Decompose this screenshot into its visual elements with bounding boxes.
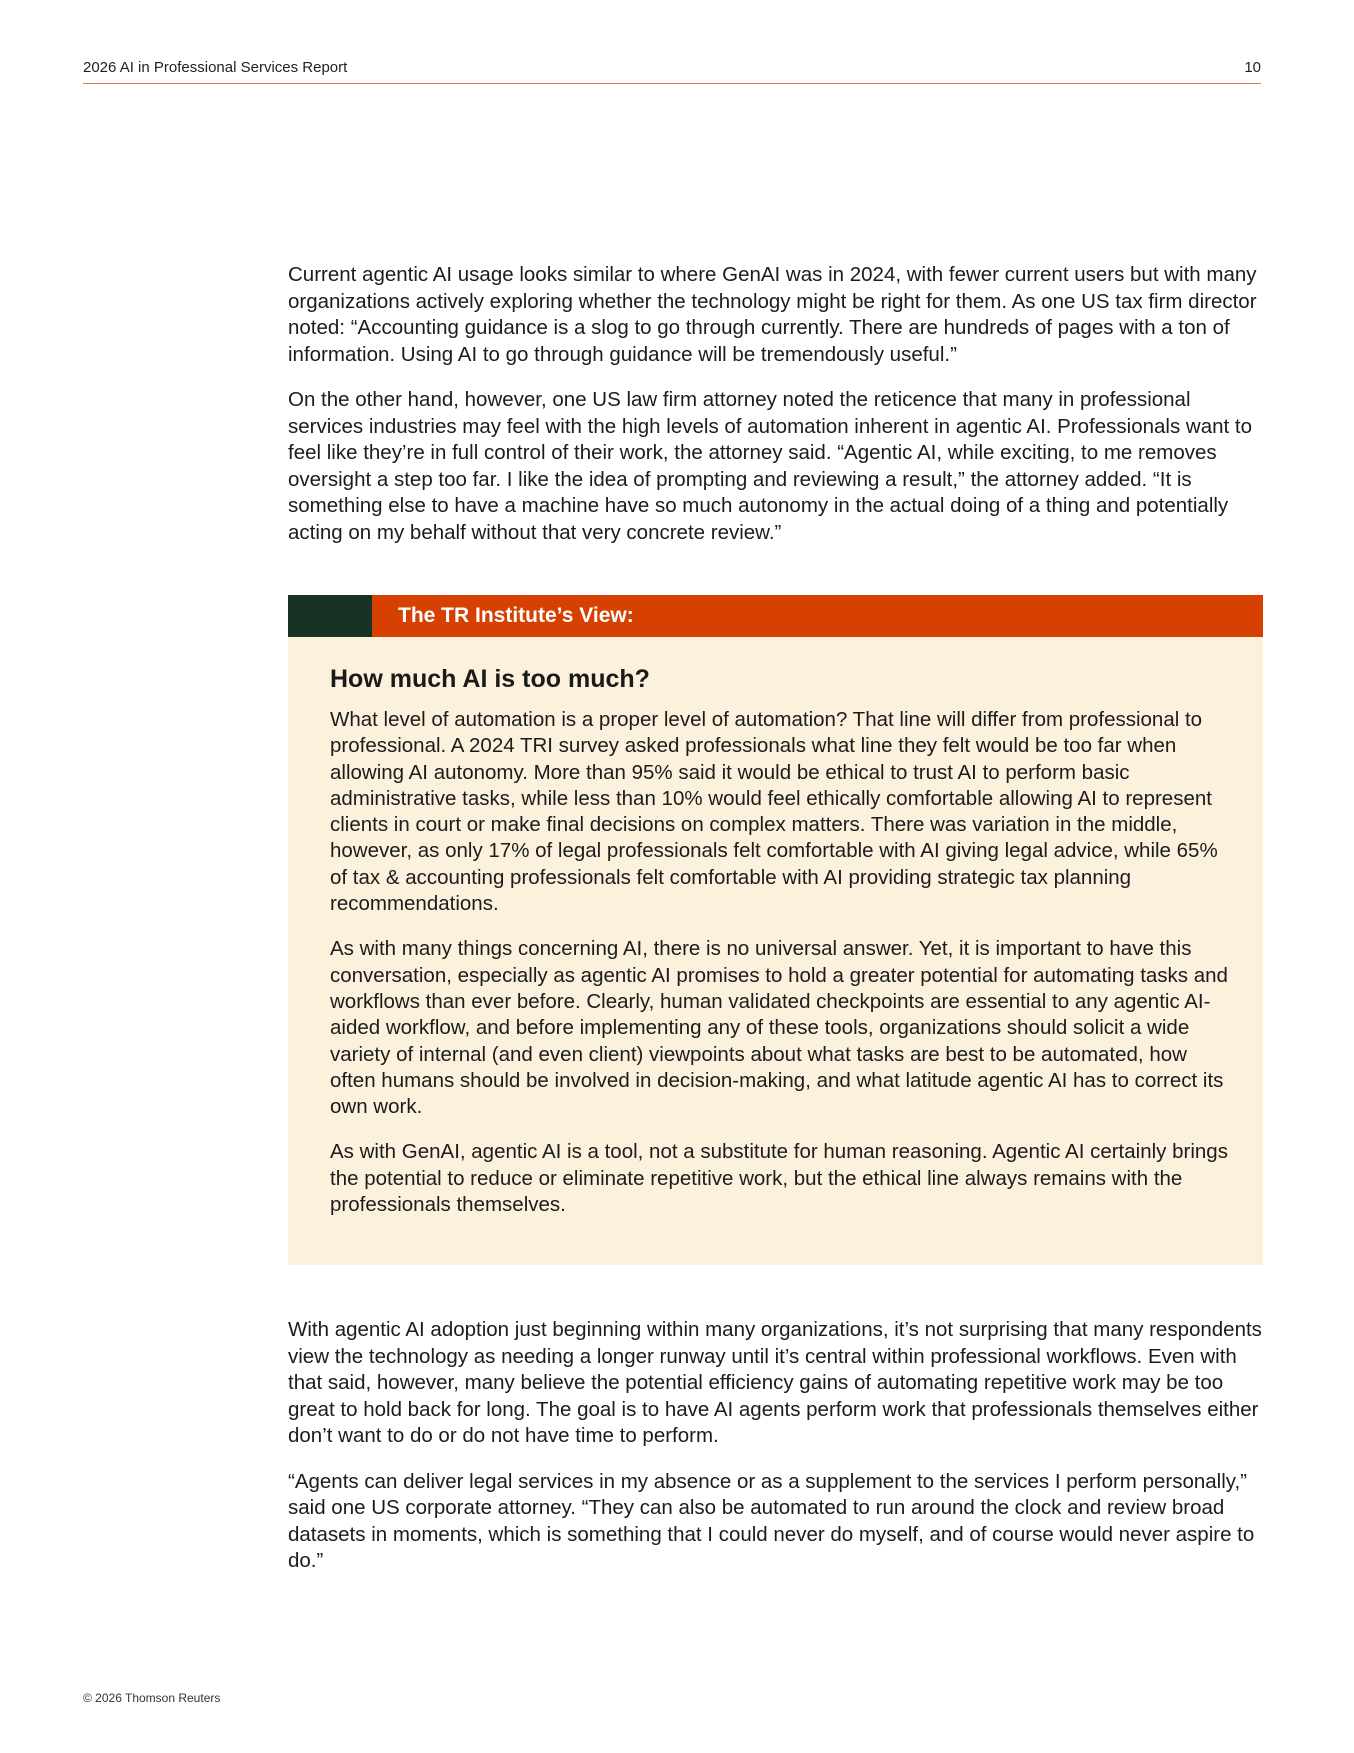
- outro-section: [288, 1317, 1263, 1575]
- callout-paragraph-1: What level of automation is a proper level of automation? That line will differ from professional to professional. A 2024 TRI survey asked professionals what line they felt would be too far when allowing AI autonomy. More than 95% said it would be ethical to trust AI to perform basic administrative tasks, while less than 10% would feel ethically comfortable allowing AI to represent clients in court or make final decisions on complex matters. There was variation in the middle, however, as only 17% of legal professionals felt comfortable with AI giving legal advice, while 65% of tax & accounting professionals felt comfortable with AI providing strategic tax planning recommendations.: [330, 708, 1218, 916]
- callout-accent-block: [288, 595, 372, 637]
- callout-paragraph-3: As with GenAI, agentic AI is a tool, not a substitute for human reasoning. Agentic AI certainly brings the potential to reduce or eliminate repetitive work, but the ethical line always remains with the professionals themselves.: [330, 1140, 1228, 1217]
- copyright-footer: © 2026 Thomson Reuters: [83, 1691, 221, 1705]
- callout-label: The TR Institute’s View:: [398, 604, 634, 627]
- callout-header-bar: [288, 595, 1263, 637]
- tr-institute-callout: [288, 595, 1263, 1265]
- callout-body: [330, 707, 1235, 1218]
- callout-heading: How much AI is too much?: [330, 665, 650, 693]
- intro-paragraph-2: On the other hand, however, one US law firm attorney noted the reticence that many in professional services industries may feel with the high levels of automation inherent in agentic AI. Professionals want to feel like they’re in full control of their work, the attorney said. “Agentic AI, while exciting, to me removes oversight a step too far. I like the idea of prompting and reviewing a result,” the attorney added. “It is something else to have a machine have so much autonomy in the actual doing of a thing and potentially acting on my behalf without that very concrete review.”: [288, 388, 1253, 544]
- outro-paragraph-2: “Agents can deliver legal services in my absence or as a supplement to the services I perform personally,” said one US corporate attorney. “They can also be automated to run around the clock and review broad datasets in moments, which is something that I could never do myself, and of course would never aspire to do.”: [288, 1469, 1255, 1572]
- page-header: [83, 57, 1261, 84]
- intro-paragraph-1: Current agentic AI usage looks similar to where GenAI was in 2024, with fewer current users but with many organizations actively exploring whether the technology might be right for them. As one US tax firm director noted: “Accounting guidance is a slog to go through currently. There are hundreds of pages with a ton of information. Using AI to go through guidance will be tremendously useful.”: [288, 263, 1257, 366]
- callout-paragraph-2: As with many things concerning AI, there is no universal answer. Yet, it is important to have this conversation, especially as agentic AI promises to hold a greater potential for automating tasks and workflows than ever before. Clearly, human validated checkpoints are essential to any agentic AI-aided workflow, and before implementing any of these tools, organizations should solicit a wide variety of internal (and even client) viewpoints about what tasks are best to be automated, how often humans should be involved in decision-making, and what latitude agentic AI has to correct its own work.: [330, 937, 1228, 1119]
- page-number: 10: [1244, 59, 1261, 76]
- report-title: 2026 AI in Professional Services Report: [83, 59, 348, 76]
- outro-paragraph-1: With agentic AI adoption just beginning within many organizations, it’s not surprising that many respondents view the technology as needing a longer runway until it’s central within professional workflows. Even with that said, however, many believe the potential efficiency gains of automating repetitive work may be too great to hold back for long. The goal is to have AI agents perform work that professionals themselves either don’t want to do or do not have time to perform.: [288, 1318, 1262, 1447]
- intro-section: [288, 262, 1263, 546]
